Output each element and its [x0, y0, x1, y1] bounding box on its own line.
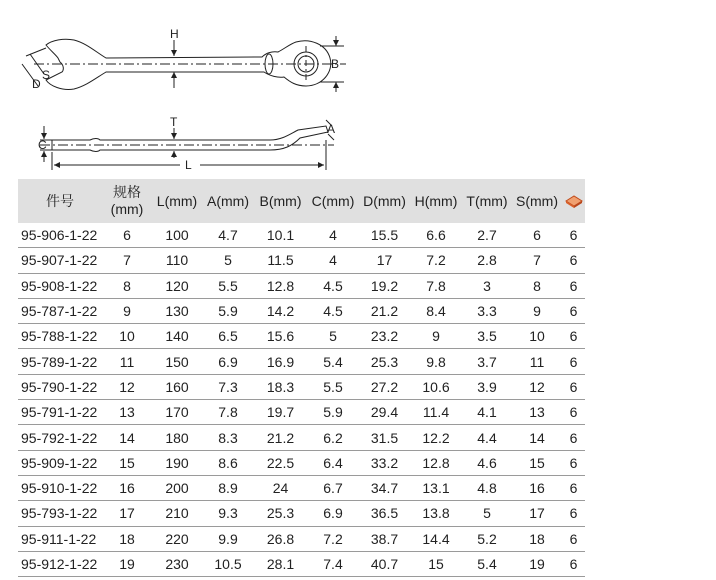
table-cell: 23.2	[359, 324, 410, 349]
table-cell: 10.6	[410, 374, 462, 399]
table-cell: 8.3	[202, 425, 254, 450]
table-cell: 7.8	[202, 400, 254, 425]
table-cell: 12.8	[410, 450, 462, 475]
table-cell: 5	[202, 248, 254, 273]
table-cell: 40.7	[359, 551, 410, 576]
table-header-row	[18, 179, 585, 223]
table-cell: 220	[152, 526, 202, 551]
table-row	[18, 526, 585, 551]
table-cell: 9.8	[410, 349, 462, 374]
table-cell: 7	[512, 248, 562, 273]
table-cell: 6	[562, 425, 585, 450]
table-cell: 29.4	[359, 400, 410, 425]
table-row	[18, 450, 585, 475]
table-cell: 160	[152, 374, 202, 399]
cell-part-no: 95-788-1-22	[18, 324, 102, 349]
table-cell: 25.3	[359, 349, 410, 374]
table-cell: 7.8	[410, 273, 462, 298]
cell-part-no: 95-790-1-22	[18, 374, 102, 399]
table-cell: 8.4	[410, 298, 462, 323]
table-body	[18, 223, 585, 577]
table-cell: 190	[152, 450, 202, 475]
header-size	[102, 179, 152, 223]
table-cell: 7.4	[307, 551, 359, 576]
dim-label-h: H	[170, 27, 179, 41]
table-cell: 5.9	[307, 400, 359, 425]
dim-label-a: A	[327, 122, 336, 136]
header-s: S(mm)	[512, 179, 562, 223]
table-cell: 11.4	[410, 400, 462, 425]
table-cell: 14.4	[410, 526, 462, 551]
table-cell: 6	[562, 551, 585, 576]
table-cell: 12	[102, 374, 152, 399]
table-cell: 8.6	[202, 450, 254, 475]
table-cell: 6	[562, 501, 585, 526]
table-cell: 11	[512, 349, 562, 374]
header-h: H(mm)	[410, 179, 462, 223]
table-cell: 6.5	[202, 324, 254, 349]
dim-label-c: C	[38, 138, 47, 152]
table-cell: 5.2	[462, 526, 512, 551]
table-cell: 150	[152, 349, 202, 374]
table-cell: 6	[562, 475, 585, 500]
table-cell: 31.5	[359, 425, 410, 450]
table-cell: 14	[102, 425, 152, 450]
table-cell: 7	[102, 248, 152, 273]
table-cell: 6.2	[307, 425, 359, 450]
table-cell: 9	[512, 298, 562, 323]
header-part-no: 件号	[18, 179, 102, 223]
dim-label-d: D	[32, 77, 41, 91]
table-cell: 18	[512, 526, 562, 551]
table-cell: 22.5	[254, 450, 307, 475]
table-cell: 230	[152, 551, 202, 576]
table-cell: 6	[512, 223, 562, 248]
table-cell: 4.6	[462, 450, 512, 475]
table-cell: 4.7	[202, 223, 254, 248]
table-row	[18, 551, 585, 576]
table-cell: 21.2	[359, 298, 410, 323]
cell-part-no: 95-911-1-22	[18, 526, 102, 551]
table-cell: 6	[562, 324, 585, 349]
table-cell: 3.3	[462, 298, 512, 323]
cell-part-no: 95-907-1-22	[18, 248, 102, 273]
table-cell: 6	[562, 526, 585, 551]
header-l: L(mm)	[152, 179, 202, 223]
table-cell: 6	[562, 298, 585, 323]
cell-part-no: 95-792-1-22	[18, 425, 102, 450]
table-cell: 10.5	[202, 551, 254, 576]
table-cell: 4	[307, 248, 359, 273]
table-cell: 6.6	[410, 223, 462, 248]
table-cell: 9.9	[202, 526, 254, 551]
table-cell: 5.4	[307, 349, 359, 374]
table-cell: 9	[102, 298, 152, 323]
table-cell: 11.5	[254, 248, 307, 273]
table-cell: 18	[102, 526, 152, 551]
table-cell: 9.3	[202, 501, 254, 526]
table-row	[18, 400, 585, 425]
table-cell: 200	[152, 475, 202, 500]
table-cell: 4.5	[307, 298, 359, 323]
spec-table	[18, 179, 585, 577]
cell-part-no: 95-791-1-22	[18, 400, 102, 425]
cell-part-no: 95-912-1-22	[18, 551, 102, 576]
table-cell: 100	[152, 223, 202, 248]
table-cell: 6.9	[202, 349, 254, 374]
dim-label-b: B	[331, 57, 340, 71]
cell-part-no: 95-787-1-22	[18, 298, 102, 323]
table-cell: 5.4	[462, 551, 512, 576]
header-size-label: 规格 (mm)	[110, 184, 144, 217]
table-cell: 17	[102, 501, 152, 526]
table-cell: 6.4	[307, 450, 359, 475]
table-cell: 36.5	[359, 501, 410, 526]
table-cell: 17	[359, 248, 410, 273]
table-cell: 170	[152, 400, 202, 425]
table-cell: 4.1	[462, 400, 512, 425]
cell-part-no: 95-909-1-22	[18, 450, 102, 475]
table-cell: 5	[462, 501, 512, 526]
table-cell: 5.5	[202, 273, 254, 298]
table-cell: 12.2	[410, 425, 462, 450]
table-cell: 4.5	[307, 273, 359, 298]
table-cell: 27.2	[359, 374, 410, 399]
table-cell: 28.1	[254, 551, 307, 576]
wrench-dimension-diagram	[0, 0, 716, 178]
table-cell: 5	[307, 324, 359, 349]
header-c: C(mm)	[307, 179, 359, 223]
table-row	[18, 273, 585, 298]
table-cell: 6	[562, 450, 585, 475]
table-cell: 15.5	[359, 223, 410, 248]
table-cell: 15	[512, 450, 562, 475]
table-cell: 16	[512, 475, 562, 500]
table-cell: 34.7	[359, 475, 410, 500]
header-b: B(mm)	[254, 179, 307, 223]
table-cell: 8	[102, 273, 152, 298]
table-cell: 17	[512, 501, 562, 526]
table-cell: 13.1	[410, 475, 462, 500]
table-cell: 6	[562, 400, 585, 425]
table-cell: 7.2	[307, 526, 359, 551]
table-cell: 24	[254, 475, 307, 500]
table-cell: 6	[562, 248, 585, 273]
table-cell: 5.9	[202, 298, 254, 323]
table-cell: 19.2	[359, 273, 410, 298]
table-cell: 6	[102, 223, 152, 248]
table-cell: 8.9	[202, 475, 254, 500]
table-cell: 3.5	[462, 324, 512, 349]
table-cell: 33.2	[359, 450, 410, 475]
table-cell: 16.9	[254, 349, 307, 374]
table-cell: 10.1	[254, 223, 307, 248]
table-cell: 180	[152, 425, 202, 450]
table-cell: 6.7	[307, 475, 359, 500]
table-row	[18, 475, 585, 500]
header-a: A(mm)	[202, 179, 254, 223]
table-cell: 11	[102, 349, 152, 374]
table-row	[18, 349, 585, 374]
cell-part-no: 95-908-1-22	[18, 273, 102, 298]
table-cell: 38.7	[359, 526, 410, 551]
table-cell: 18.3	[254, 374, 307, 399]
table-row	[18, 298, 585, 323]
table-cell: 7.2	[410, 248, 462, 273]
table-cell: 13	[512, 400, 562, 425]
cell-part-no: 95-910-1-22	[18, 475, 102, 500]
table-cell: 140	[152, 324, 202, 349]
package-box-icon	[562, 179, 585, 223]
table-cell: 13	[102, 400, 152, 425]
table-cell: 3.7	[462, 349, 512, 374]
table-cell: 21.2	[254, 425, 307, 450]
dim-label-t: T	[170, 115, 178, 129]
table-cell: 9	[410, 324, 462, 349]
table-cell: 130	[152, 298, 202, 323]
table-cell: 14	[512, 425, 562, 450]
table-cell: 4.4	[462, 425, 512, 450]
table-cell: 2.8	[462, 248, 512, 273]
table-row	[18, 324, 585, 349]
table-cell: 10	[512, 324, 562, 349]
cell-part-no: 95-789-1-22	[18, 349, 102, 374]
table-row	[18, 248, 585, 273]
table-cell: 3	[462, 273, 512, 298]
table-cell: 6.9	[307, 501, 359, 526]
table-cell: 7.3	[202, 374, 254, 399]
table-cell: 6	[562, 374, 585, 399]
table-row	[18, 223, 585, 248]
table-cell: 3.9	[462, 374, 512, 399]
table-cell: 16	[102, 475, 152, 500]
table-cell: 4	[307, 223, 359, 248]
table-cell: 8	[512, 273, 562, 298]
table-cell: 14.2	[254, 298, 307, 323]
table-cell: 120	[152, 273, 202, 298]
table-cell: 13.8	[410, 501, 462, 526]
table-cell: 2.7	[462, 223, 512, 248]
table-cell: 6	[562, 223, 585, 248]
table-cell: 110	[152, 248, 202, 273]
header-t: T(mm)	[462, 179, 512, 223]
cell-part-no: 95-906-1-22	[18, 223, 102, 248]
table-cell: 10	[102, 324, 152, 349]
cell-part-no: 95-793-1-22	[18, 501, 102, 526]
table-cell: 15	[410, 551, 462, 576]
table-cell: 12.8	[254, 273, 307, 298]
table-cell: 26.8	[254, 526, 307, 551]
table-cell: 25.3	[254, 501, 307, 526]
table-cell: 19	[512, 551, 562, 576]
table-cell: 19.7	[254, 400, 307, 425]
table-row	[18, 501, 585, 526]
table-cell: 210	[152, 501, 202, 526]
table-cell: 19	[102, 551, 152, 576]
table-row	[18, 425, 585, 450]
table-cell: 6	[562, 273, 585, 298]
table-cell: 5.5	[307, 374, 359, 399]
table-cell: 15.6	[254, 324, 307, 349]
table-cell: 15	[102, 450, 152, 475]
table-cell: 12	[512, 374, 562, 399]
dim-label-l: L	[185, 158, 192, 172]
table-row	[18, 374, 585, 399]
header-d: D(mm)	[359, 179, 410, 223]
table-cell: 4.8	[462, 475, 512, 500]
table-cell: 6	[562, 349, 585, 374]
dim-label-s: S	[42, 68, 51, 82]
